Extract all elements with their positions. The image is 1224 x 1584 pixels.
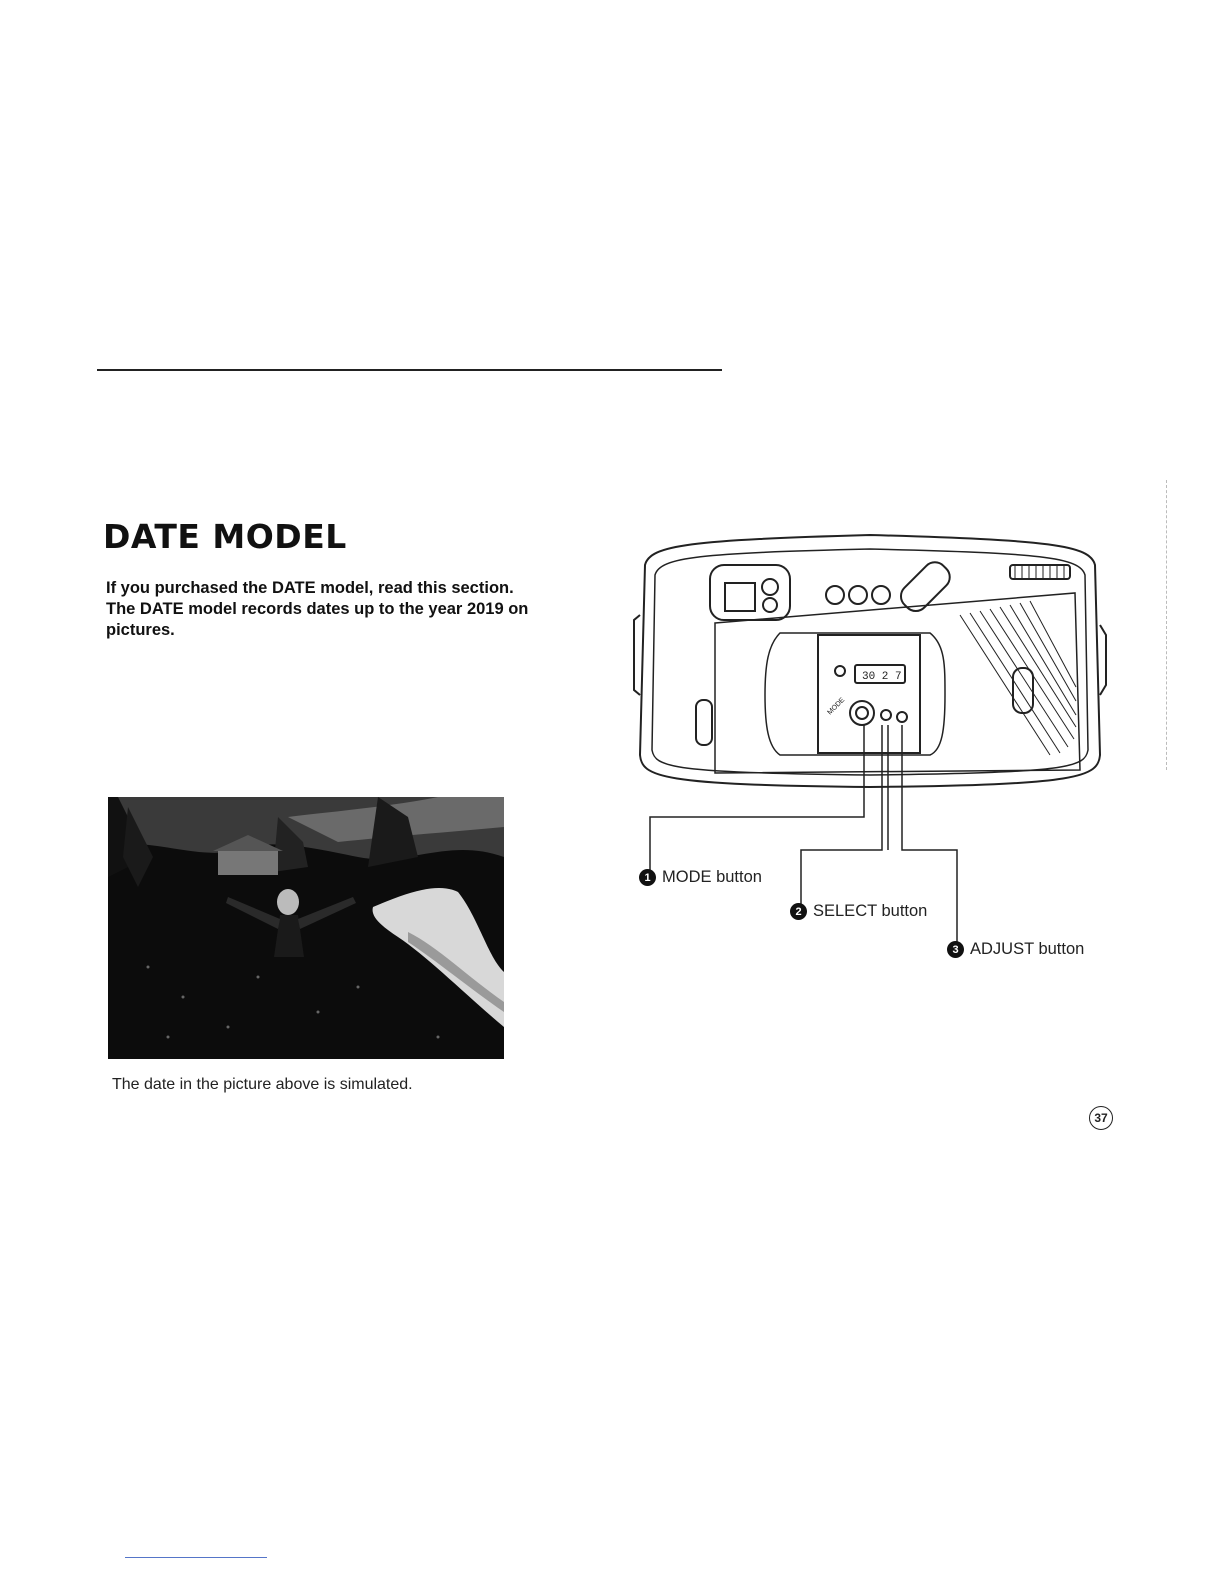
callout-number-3: 3 — [947, 941, 964, 958]
mode-label: MODE — [826, 696, 847, 717]
top-rule — [97, 369, 722, 371]
bottom-rule — [125, 1557, 267, 1558]
photo-caption: The date in the picture above is simulated. — [112, 1076, 413, 1093]
page-number: 37 — [1089, 1106, 1113, 1130]
callout-number-1: 1 — [639, 869, 656, 886]
callout-label-adjust: ADJUST button — [970, 940, 1085, 958]
callout-label-mode: MODE button — [662, 868, 762, 886]
sample-photo — [108, 797, 504, 1059]
intro-line-2: The DATE model records dates up to the year 2019 on pictures. — [106, 600, 529, 639]
callout-adjust-button — [947, 940, 1084, 959]
callout-number-2: 2 — [790, 903, 807, 920]
callout-label-select: SELECT button — [813, 902, 928, 920]
intro-text — [106, 578, 546, 641]
margin-marks — [1166, 480, 1169, 770]
callout-mode-button — [639, 868, 762, 887]
intro-line-1: If you purchased the DATE model, read this section. — [106, 579, 514, 597]
lcd-digits: 30 2 7 — [862, 671, 902, 683]
callout-select-button — [790, 902, 927, 921]
section-title: DATE MODEL — [103, 517, 347, 556]
